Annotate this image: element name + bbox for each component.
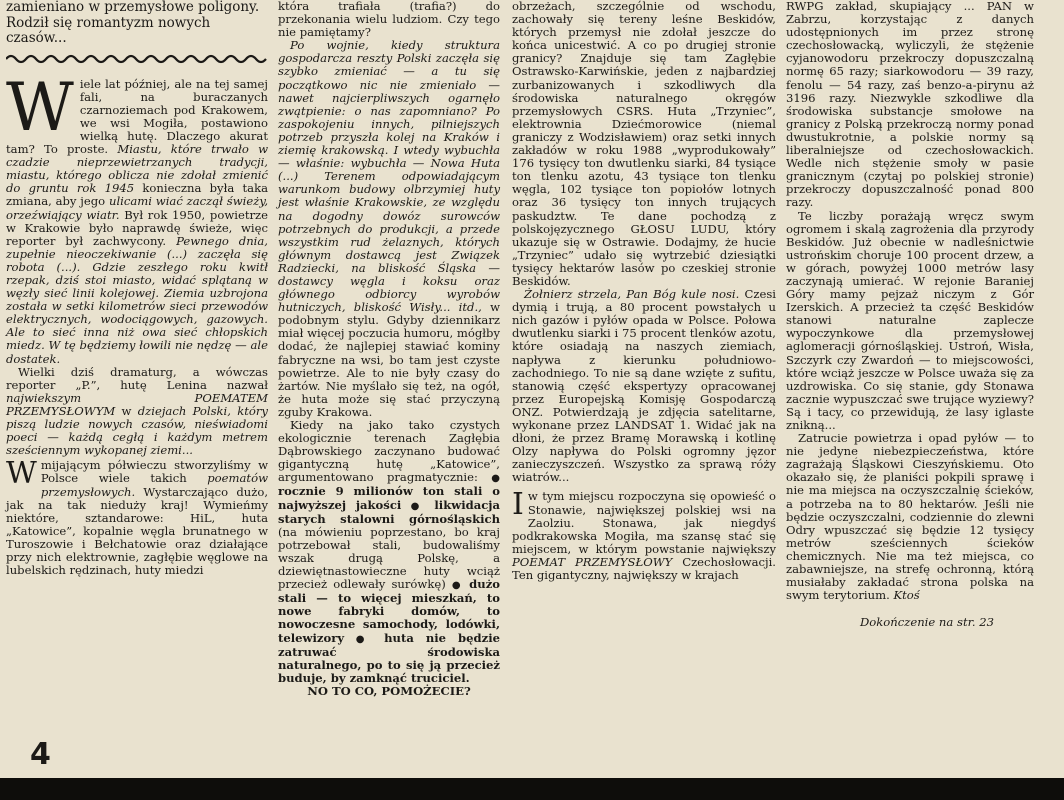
column-1 [6, 0, 268, 577]
paragraph: Iw tym miejscu rozpoczyna się opowieść o Stonawie, największej polskiej wsi na Zaolziu. Stonawa, jak niegdyś podkrakowska Mogiła, ma szansę stać się miejscem, w którym powstanie największy POEMAT PRZEMYSŁOWY Czechosłowacji. Ten gigantyczny, największy w krajach [512, 487, 776, 583]
column-4 [786, 0, 1034, 629]
paragraph: Kiedy na jako tako czystych ekologicznie terenach Zagłębia Dąbrowskiego zaczynano budować gigantyczną hutę „Katowice”, argumentowano pragmatycznie: ● rocznie 9 milionów ton stali o najwyższej jakości ● likwidacja starych stalowni górnośląskich (na mówieniu poprzestano, bo kraj potrzebował stali, budowaliśmy wszak drugą Polskę, a dziewiętnastowieczne huty wciąż przecież odlewały surówkę) ● dużo stali — to więcej mieszkań, to nowe fabryki domów, to nowoczesne samochody, lodówki, telewizory ● huta nie będzie zatruwać środowiska naturalnego, po to się ją przecież buduje, by zamknąć truciciel. [278, 418, 501, 685]
bullet-icon: ● [410, 500, 426, 512]
paragraph: Te liczby porażają wręcz swym ogromem i skalą zagrożenia dla przyrody Beskidów. Już obecnie w nadleśnictwie ustrońskim choruje 100 procent drzew, a w górach, powyżej 1000 metrów lasy zaczynają umierać. W rejonie Baraniej Góry mamy pejzaż niczym z Gór Izerskich. A przecież ta część Beskidów stanowi naturalne zaplecze wypoczynkowe dla przemysłowej aglomeracji górnośląskiej. Ustroń, Wisła, Szczyrk czy Zwardoń — to miejscowości, które wciąż jeszcze w Polsce uważa się za uzdrowiska. Co się stanie, gdy Stonawa zacznie wypuszczać swe trujące wyziewy? Są i tacy, co przewidują, że lasy iglaste znikną... [786, 208, 1034, 432]
page-number: 4 [30, 737, 51, 772]
bullet-icon: ● [451, 580, 464, 592]
paragraph: Po wojnie, kiedy struktura gospodarcza reszty Polski zaczęła się szybko zmieniać — a tu się początkowo nic nie zmieniało — nawet najcierpliwszych ogarnęło zwątpienie: o nas zapomniano? Po zaspokojeniu innych, pilniejszych potrzeb przyszła kolej na Kraków i ziemię krakowską. I wtedy wybuchła — właśnie: wybuchła — Nowa Huta (...) Terenem odpowiadającym warunkom budowy olbrzymiej huty jest właśnie Krakowskie, ze względu na dogodny dowóz surowców potrzebnych do produkcji, a przede wszystkim rud żelaznych, których głównym dostawcą jest Związek Radziecki, na bliskość Śląska — dostawcy węgla i koksu oraz głównego odbiorcy wyrobów hutniczych, bliskość Wisły... itd., w podobnym stylu. Gdyby dziennikarz miał więcej poczucia humoru, mógłby dodać, że najlepiej stawiać kominy fabryczne na wsi, bo tam jest czyste powietrze. Ale to nie były czasy do żartów. Nie myślało się też, na ogół, że huta może się stać przyczyną zguby Krakowa. [278, 38, 500, 419]
paragraph: Wiele lat później, ale na tej samej fali, na buraczanych czarnoziemach pod Krakowem, we wsi Mogiła, postawiono wielką hutę. Dlaczego akurat tam? To proste. Miastu, które trwało w czadzie nieprzewietrzanych tradycji, miastu, którego oblicza nie zdołał zmienić do gruntu rok 1945 konieczna była taka zmiana, aby jego ulicami wiać zaczął świeży, orzeźwiający wiatr. Był rok 1950, powietrze w Krakowie było naprawdę świeże, więc reporter był zachwycony. Pewnego dnia, zupełnie nieoczekiwanie (...) zaczęła się robota (...). Gdzie zeszłego roku kwitł rzepak, dziś stoi miasto, widać splątaną w węzły sieć linii kolejowej. Ziemia uzbrojona została w setki kilometrów sieci przewodów elektrycznych, wodociągowych, gazowych. Ale to sieć inna niż owa sieć chłopskich miedz. W tę będziemy łowili nie nędzę — ale dostatek. [6, 68, 269, 366]
paragraph: Wmijającym półwieczu stworzyliśmy w Polsce wiele takich poematów przemysłowych. Wystarczająco dużo, jak na tak niedużу kraj! Wymieńmy niektóre, sztandarowe: HiL, huta „Katowice”, kopalnie węgla brunatnego w Turoszowie i Bełchatowie oraz działające przy nich elektrownie, zagłębie węglowe na lubelskich rędzinach, huty miedzi [6, 456, 268, 578]
intro-text: zamieniano w przemysłowe poligony. Rodził się romantyzm nowych czasów... [6, 0, 260, 46]
drop-cap: I [512, 487, 524, 523]
paragraph: Żołnierz strzela, Pan Bóg kule nosi. Czesi dymią i trują, a 80 procent powstałych u nich gazów i pyłów opada w Polsce. Połowa dwutlenku siarki i 75 procent tlenków azotu, które osiadają na naszych ziemiach, napływa z kierunku południowo-zachodniego. To nie są dane wzięte z sufitu, stanowią część ekspertyzy opracowanej przez Europejską Komisję Gospodarczą ONZ. Potwierdzają je zdjęcia satelitarne, wykonane przez LANDSAT 1. Widać jak na dłoni, że przez Bramę Morawską i kotlinę Olzy napływa do Polski ogromny jęzor zanieczyszczeń. Wszystko za sprawą róży wiatrów... [512, 287, 777, 485]
paragraph: RWPG zakład, skupiający ... PAN w Zabrzu, korzystając z danych udostępnionych im przez stronę czechosłowacką, wyliczyli, że stężenie cyjanowodoru przekroczy dopuszczalną normę 65 razy; siarkowodoru — 39 razy, fenolu — 54 razy, zaś benzo-a-pirynu aż 3196 razy. Niezwykle szkodliwe dla środowiska substancje smołowe na granicy z Polską przekroczą normy ponad dwustukrotnie, a polskie normy są liberalniejsze od czechosłowackich. Wedle nich stężenie smoły w pasie granicznym (czytaj po polskiej stronie) przekroczy dopuszczalność ponad 800 razy. [786, 0, 1034, 210]
drop-cap: W [6, 68, 74, 146]
column-2 [278, 0, 500, 698]
paragraph: obrzeżach, szczególnie od wschodu, zachowały się tereny leśne Beskidów, których przemysł nie zdołał jeszcze do końca unicestwić. A co po drugiej stronie granicy? Znajduje się tam Zagłębie Ostrawsko-Karwińskie, jeden z najbardziej zurbanizowanych i szkodliwych dla środowiska naturalnego okręgów przemysłowych CSRS. Huta „Trzyniec”, elektrownia Dziećmorowice (niemal graniczy z Wodzisławiem) oraz setki innych zakładów w roku 1988 „wyprodukowały” 176 tysięcy ton dwutlenku siarki, 84 tysiące ton tlenku azotu, 43 tysiące ton tlenku węgla, 102 tysiące ton popiołów lotnych oraz 36 tysięcy ton innych trujących paskudztw. Te dane pochodzą z polskojęzycznego GŁOSU LUDU, który ukazuje się w Ostrawie. Dodajmy, że hucie „Trzyniec” udało się wytrzebić dziesiątki tysięcy hektarów lasów po czeskiej stronie Beskidów. [512, 0, 776, 288]
continuation-note: Dokończenie na str. 23 [860, 615, 994, 630]
section-headline: NO TO CO, POMOŻECIE? [307, 683, 471, 698]
paragraph: Zatrucie powietrza i opad pyłów — to nie jedyne niebezpieczeństwa, które zagrażają Śląskowi Cieszyńskiemu. Oto okazało się, że planiści pokpili sprawę i nie ma miejsca na oczyszczalnię ścieków, a potrzeba na to 80 hektarów. Jeśli nie będzie oczyszczalni, codziennie do zlewni Odry wpuszczać się będzie 12 tysięcy metrów sześciennych ścieków chemicznych. Nie ma też miejsca, co zabawniejsze, na strefę ochronną, którą musiałaby zakładać strona polska na swym terytorium. Ktoś [786, 431, 1034, 603]
bullet-icon: ● [355, 633, 373, 645]
paragraph: która trafiała (trafia?) do przekonania wielu ludziom. Czy tego nie pamiętamy? [278, 0, 500, 40]
wavy-divider [6, 51, 268, 67]
column-3 [512, 0, 776, 582]
paragraph: Wielki dziś dramaturg, a wówczas reporter „P.”, hutę Lenina nazwał najwiekszym POEMATEM PRZEMYSŁOWYM w dziejach Polski, który piszą ludzie nowych czasów, nieświadomi poeci — każdą cegłą i każdym metrem sześciennym wykopanej ziemi... [6, 364, 268, 458]
bullet-icon: ● [491, 473, 500, 485]
drop-cap: W [6, 456, 37, 492]
